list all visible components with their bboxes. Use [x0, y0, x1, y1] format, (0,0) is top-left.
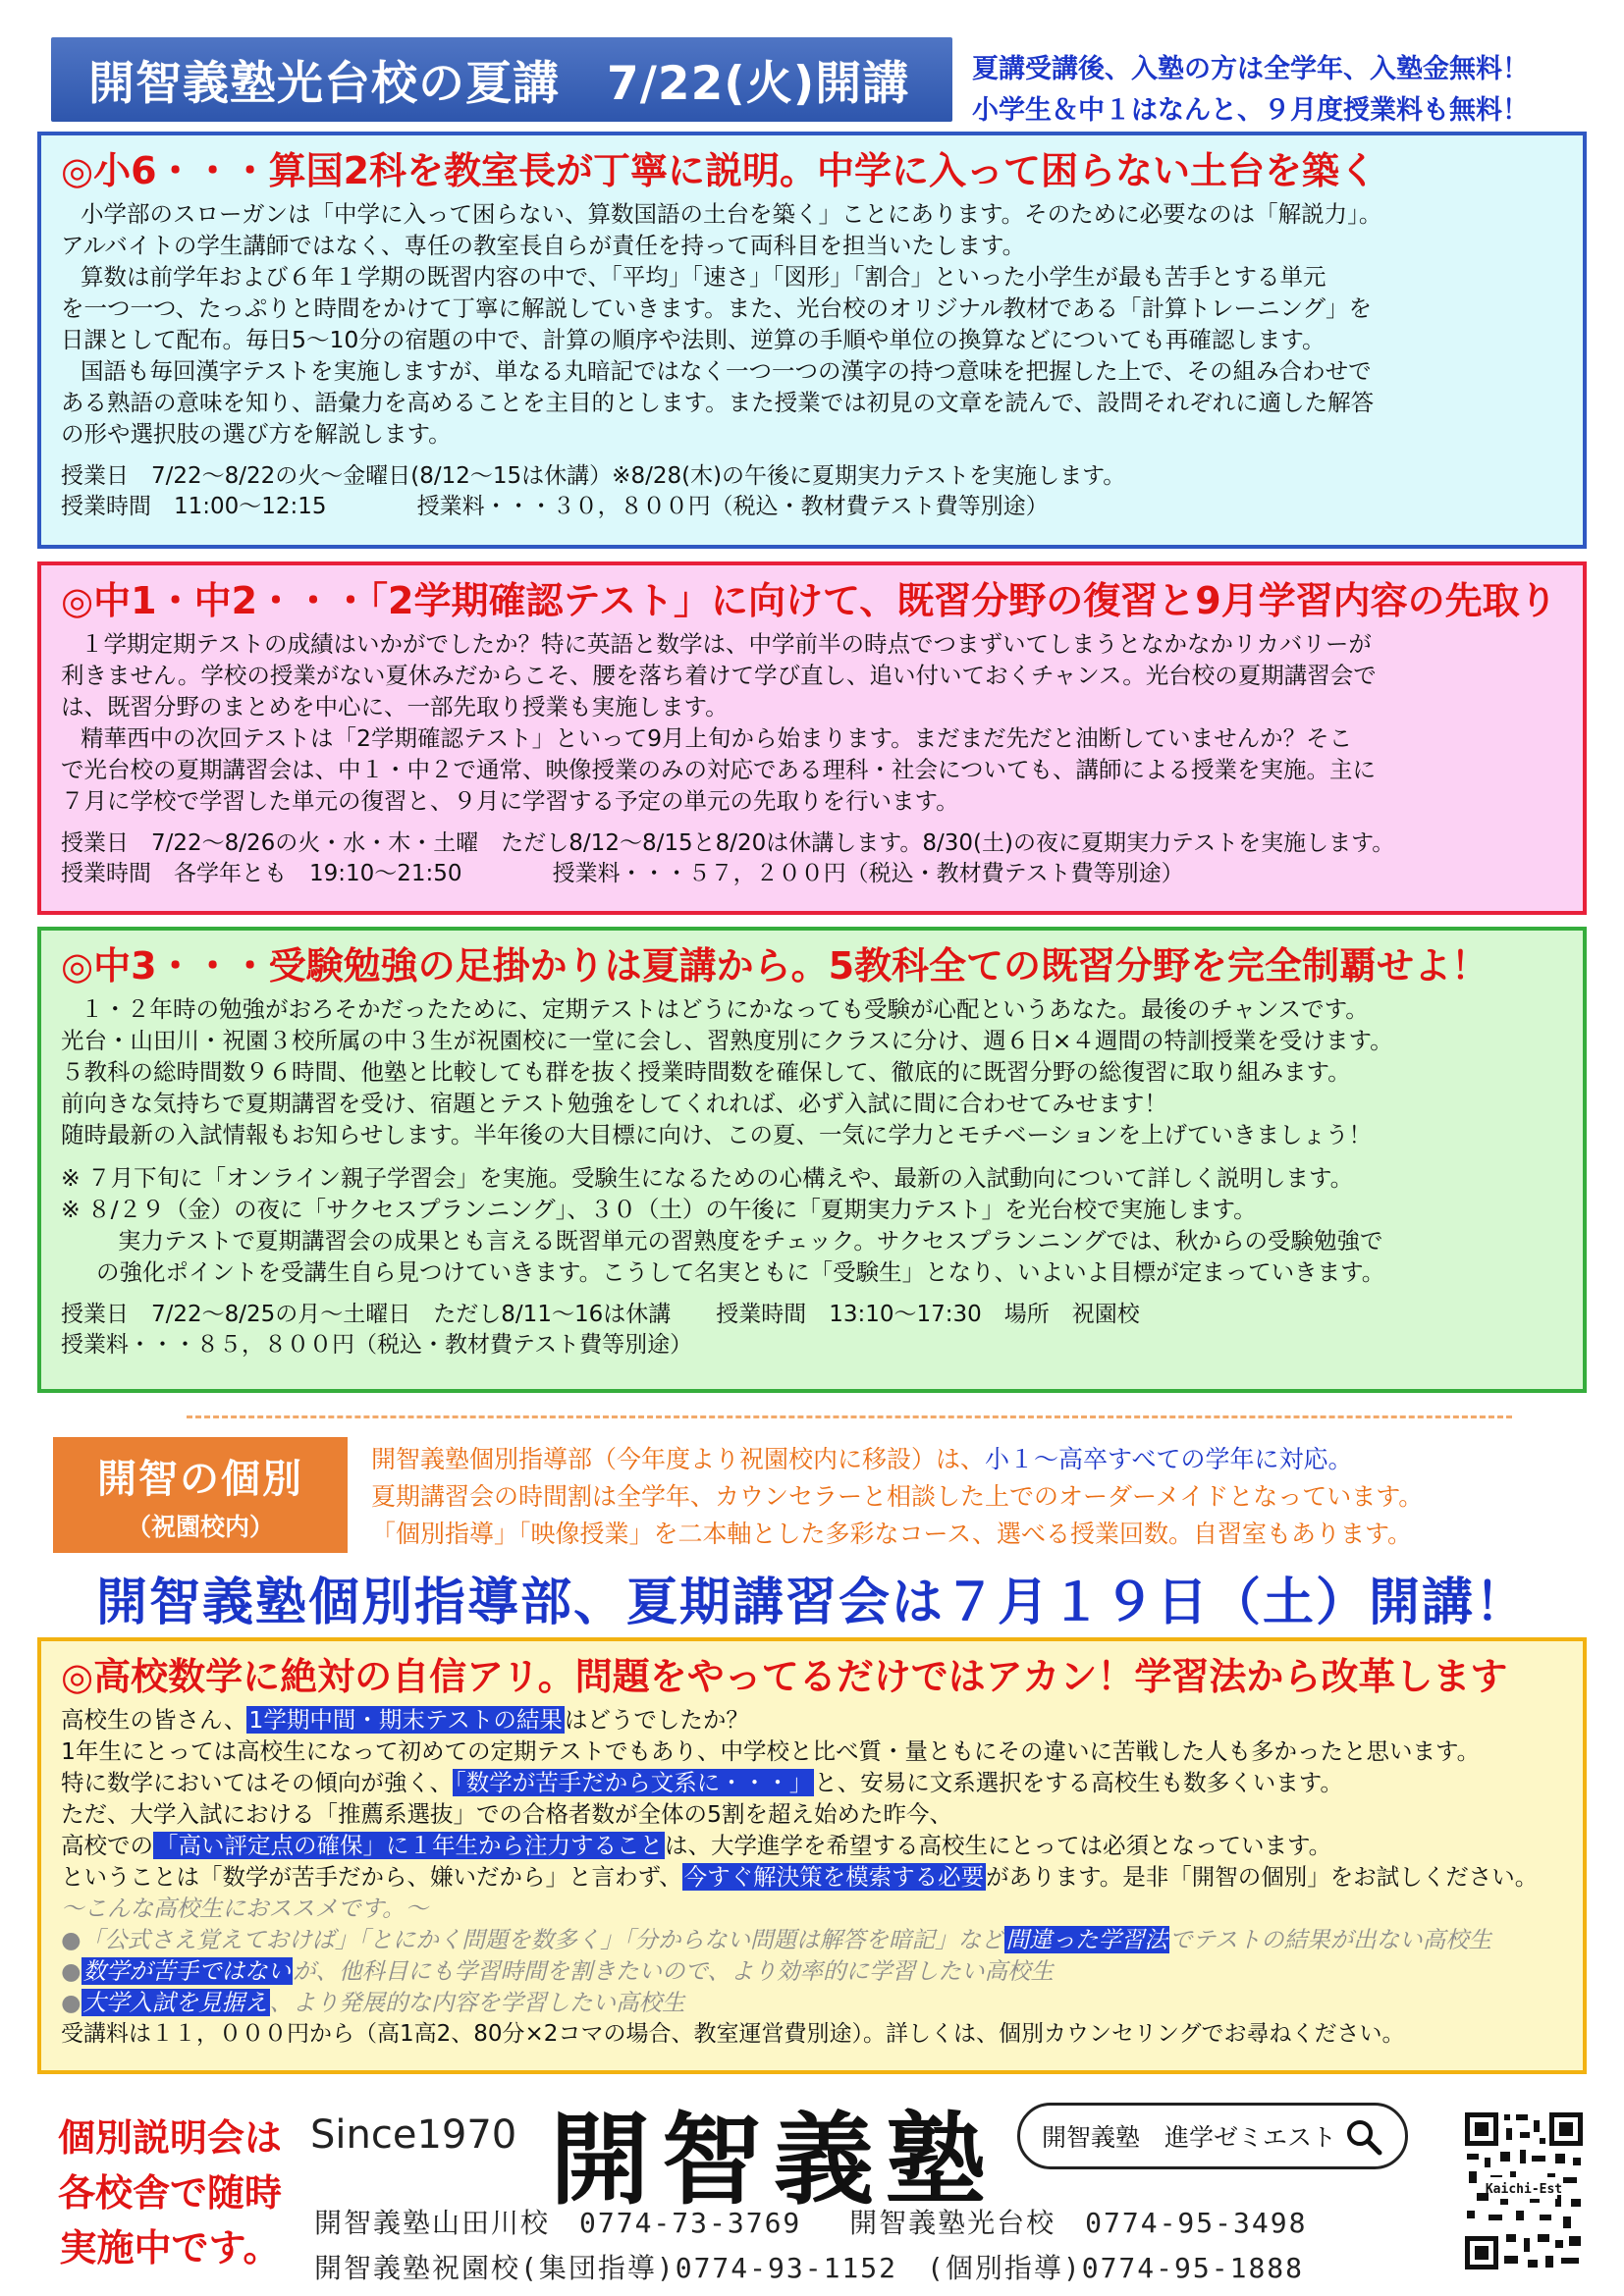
school-logo: 開智義塾 — [550, 2102, 998, 2219]
paragraph-line: は、既習分野のまとめを中心に、一部先取り授業も実施します。 — [61, 693, 729, 721]
individual-description — [371, 1441, 1423, 1553]
section-divider — [187, 1415, 1512, 1418]
highlight: 今すぐ解決策を模索する必要 — [683, 1863, 985, 1891]
individual-line-1-emphasis: 小１～高卒すべての学年に対応。 — [985, 1445, 1353, 1473]
paragraph-line: ７月に学校で学習した単元の復習と、９月に学習する予定の単元の先取りを行います。 — [61, 787, 959, 815]
bullet-item: ●「公式さえ覚えておけば」「とにかく問題を数多く」「分からない問題は解答を暗記」など間違った学習法でテストの結果が出ない高校生 — [61, 1926, 1492, 1953]
search-box[interactable] — [1017, 2103, 1408, 2169]
class-schedule: 授業日 7/22～8/22の火～金曜日(8/12～15は休講）※8/28(木)の午後に夏期実力テストを実施します。 — [61, 463, 1126, 489]
note-line: ※ ７月下旬に「オンライン親子学習会」を実施。受験生になるための心構えや、最新の入試動向について詳しく説明します。 — [61, 1164, 1354, 1192]
highlight: 間違った学習法 — [1005, 1926, 1168, 1953]
badge-title: 開智の個別 — [97, 1456, 303, 1502]
paragraph-line: ただ、大学入試における「推薦系選抜」での合格者数が全体の5割を超え始めた昨今、 — [61, 1800, 952, 1828]
search-icon — [1344, 2117, 1383, 2157]
paragraph-line: の形や選択肢の選び方を解説します。 — [61, 420, 452, 448]
paragraph-line: 日課として配布。毎日5～10分の宿題の中で、計算の順序や法則、逆算の手順や単位の換算などについても再確認します。 — [61, 326, 1326, 353]
individual-line-2: 夏期講習会の時間割は全学年、カウンセラーと相談した上でのオーダーメイドとなっています。 — [371, 1482, 1424, 1511]
phone-line: 開智義塾山田川校 0774-73-3769 開智義塾光台校 0774-95-3498 — [314, 2207, 1308, 2239]
search-query: 開智義塾 進学ゼミエスト — [1042, 2123, 1337, 2152]
paragraph-line: 高校生の皆さん、1学期中間・期末テストの結果はどうでしたか？ — [61, 1706, 749, 1734]
bullet-item: ●数学が苦手ではないが、他科目にも学習時間を割きたいので、より効率的に学習したい高校生 — [61, 1957, 1055, 1985]
paragraph-line: 光台・山田川・祝園３校所属の中３生が祝園校に一堂に会し、習熟度別にクラスに分け、週６日×４週間の特訓授業を受けます。 — [61, 1027, 1393, 1054]
paragraph-line: アルバイトの学生講師ではなく、専任の教室長自らが責任を持って両科目を担当いたします。 — [61, 232, 1026, 259]
since-text: Since1970 — [310, 2112, 517, 2158]
fee-line: 受講料は１１，０００円から（高1高2、80分×2コマの場合、教室運営費別途）。詳しくは、個別カウンセリングでお尋ねください。 — [61, 2021, 1405, 2047]
paragraph-line: １・２年時の勉強がおろそかだったために、定期テストはどうにかなっても受験が心配というあなた。最後のチャンスです。 — [81, 995, 1369, 1023]
badge-subtitle: （祝園校内） — [126, 1512, 274, 1541]
paragraph-line: 精華西中の次回テストは「2学期確認テスト」といって9月上旬から始まります。まだまだ先だと油断していませんか？そこ — [81, 724, 1353, 752]
paragraph-line: 特に数学においてはその傾向が強く、「数学が苦手だから文系に・・・」と、安易に文系選択をする高校生も数多くいます。 — [61, 1769, 1343, 1796]
paragraph-line: 1年生にとっては高校生になって初めての定期テストでもあり、中学校と比べ質・量ともにその違いに苦戦した人も多かったと思います。 — [61, 1737, 1481, 1765]
session-notice-line: 各校舎で随時 — [57, 2171, 282, 2215]
class-time-fee: 授業時間 各学年とも 19:10～21:50 授業料・・・５７，２００円（税込・教材費テスト費等別途） — [61, 861, 1184, 886]
section-title: ◎中3・・・受験勉強の足掛かりは夏講から。5教科全ての既習分野を完全制覇せよ！ — [61, 943, 1489, 988]
page-header — [33, 24, 1591, 133]
highlight: 1学期中間・期末テストの結果 — [248, 1706, 563, 1734]
paragraph-line: 国語も毎回漢字テストを実施しますが、単なる丸暗記ではなく一つ一つの漢字の持つ意味を把握した上で、その組み合わせで — [81, 357, 1372, 385]
paragraph-line: で光台校の夏期講習会は、中１・中２で通常、映像授業のみの対応である理科・社会についても、講師による授業を実施。主に — [61, 756, 1377, 783]
promo-note — [972, 49, 1591, 132]
section-junior-high-3 — [37, 927, 1587, 1393]
section-title: ◎高校数学に絶対の自信アリ。問題をやってるだけではアカン！学習法から改革します — [61, 1654, 1508, 1698]
qr-code[interactable] — [1461, 2109, 1587, 2275]
section-high-school — [37, 1637, 1587, 2074]
individual-headline: 開智義塾個別指導部、夏期講習会は７月１９日（土）開講！ — [95, 1574, 1528, 1632]
paragraph-line: を一つ一つ、たっぷりと時間をかけて丁寧に解説していきます。また、光台校のオリジナル教材である「計算トレーニング」を — [61, 294, 1373, 322]
paragraph-line: ということは「数学が苦手だから、嫌いだから」と言わず、今すぐ解決策を模索する必要があります。是非「開智の個別」をお試しください。 — [61, 1863, 1539, 1891]
individual-line-1: 開智義塾個別指導部（今年度より祝園校内に移設）は、 — [371, 1445, 986, 1473]
paragraph-line: １学期定期テストの成績はいかがでしたか？特に英語と数学は、中学前半の時点でつまずいてしまうとなかなかリカバリーが — [81, 630, 1372, 658]
section-junior-high-1-2 — [37, 561, 1587, 915]
paragraph-line: 小学部のスローガンは「中学に入って困らない、算数国語の土台を築く」ことにあります。そのために必要なのは「解説力」。 — [81, 200, 1382, 228]
qr-label: Kaichi-Est — [1485, 2182, 1563, 2197]
note-line: 実力テストで夏期講習会の成果とも言える既習単元の習熟度をチェック。サクセスプランニングでは、秋からの受験勉強で — [118, 1227, 1383, 1255]
bullet-item: ●大学入試を見据え、より発展的な内容を学習したい高校生 — [61, 1989, 685, 2016]
individual-badge — [53, 1437, 348, 1553]
class-time-fee: 授業時間 11:00～12:15 授業料・・・３０，８００円（税込・教材費テスト費等別途） — [61, 494, 1049, 519]
section-title: ◎小6・・・算国2科を教室長が丁寧に説明。中学に入って困らない土台を築く — [61, 148, 1378, 192]
paragraph-line: 利きません。学校の授業がない夏休みだからこそ、腰を落ち着けて学び直し、追い付いておくチャンス。光台校の夏期講習会で — [61, 662, 1377, 689]
paragraph-line: 高校での「高い評定点の確保」に１年生から注力することは、大学進学を希望する高校生にとっては必須となっています。 — [61, 1832, 1332, 1859]
session-notice-line: 実施中です。 — [59, 2226, 281, 2269]
recommend-heading: ～こんな高校生におススメです。～ — [61, 1895, 429, 1922]
section-title: ◎中1・中2・・・「2学期確認テスト」に向けて、既習分野の復習と9月学習内容の先取り — [61, 578, 1557, 622]
highlight: 数学が苦手ではない — [82, 1957, 292, 1985]
paragraph-line: 随時最新の入試情報もお知らせします。半年後の大目標に向け、この夏、一気に学力とモチベーションを上げていきましょう！ — [61, 1121, 1373, 1148]
class-schedule: 授業日 7/22～8/25の月～土曜日 ただし8/11～16は休講 授業時間 13:10～17:30 場所 祝園校 — [61, 1302, 1140, 1327]
highlight: 大学入試を見据え — [82, 1989, 268, 2016]
page-title: 開智義塾光台校の夏講 7/22(火)開講 — [51, 37, 952, 122]
paragraph-line: ある熟語の意味を知り、語彙力を高めることを主目的とします。また授業では初見の文章を読んで、設問それぞれに適した解答 — [61, 389, 1375, 416]
highlight: 「高い評定点の確保」に１年生から注力すること — [155, 1832, 663, 1859]
section-elementary — [37, 132, 1587, 549]
note-line: の強化ポイントを受講生自ら見つけていきます。こうして名実ともに「受験生」となり、いよいよ目標が定まっていきます。 — [96, 1258, 1385, 1286]
promo-line-2: 小学生＆中１はなんと、９月度授業料も無料！ — [972, 95, 1529, 126]
note-line: ※ ８/２９（金）の夜に「サクセスプランニング」、３０（土）の午後に「夏期実力テスト」を光台校で実施します。 — [61, 1196, 1257, 1223]
paragraph-line: 算数は前学年および６年１学期の既習内容の中で、「平均」「速さ」「図形」「割合」といった小学生が最も苦手とする単元 — [81, 263, 1326, 291]
paragraph-line: ５教科の総時間数９６時間、他塾と比較しても群を抜く授業時間数を確保して、徹底的に既習分野の総復習に取り組みます。 — [61, 1058, 1351, 1086]
individual-line-3: 「個別指導」「映像授業」を二本軸とした多彩なコース、選べる授業回数。自習室もあります。 — [371, 1520, 1413, 1548]
contact-phones — [314, 2201, 1307, 2291]
phone-line: 開智義塾祝園校(集団指導)0774-93-1152 (個別指導)0774-95-1888 — [314, 2252, 1305, 2284]
class-schedule: 授業日 7/22～8/26の火・水・木・土曜 ただし8/12～8/15と8/20は休講します。8/30(土)の夜に夏期実力テストを実施します。 — [61, 830, 1395, 856]
highlight: 「数学が苦手だから文系に・・・」 — [455, 1769, 813, 1796]
session-notice-line: 個別説明会は — [57, 2116, 282, 2160]
paragraph-line: 前向きな気持ちで夏期講習を受け、宿題とテスト勉強をしてくれれば、必ず入試に間に合わせてみせます！ — [61, 1090, 1167, 1117]
promo-line-1: 夏講受講後、入塾の方は全学年、入塾金無料！ — [972, 54, 1529, 84]
class-fee: 授業料・・・８５，８００円（税込・教材費テスト費等別途） — [61, 1332, 693, 1358]
session-notice — [41, 2110, 298, 2275]
